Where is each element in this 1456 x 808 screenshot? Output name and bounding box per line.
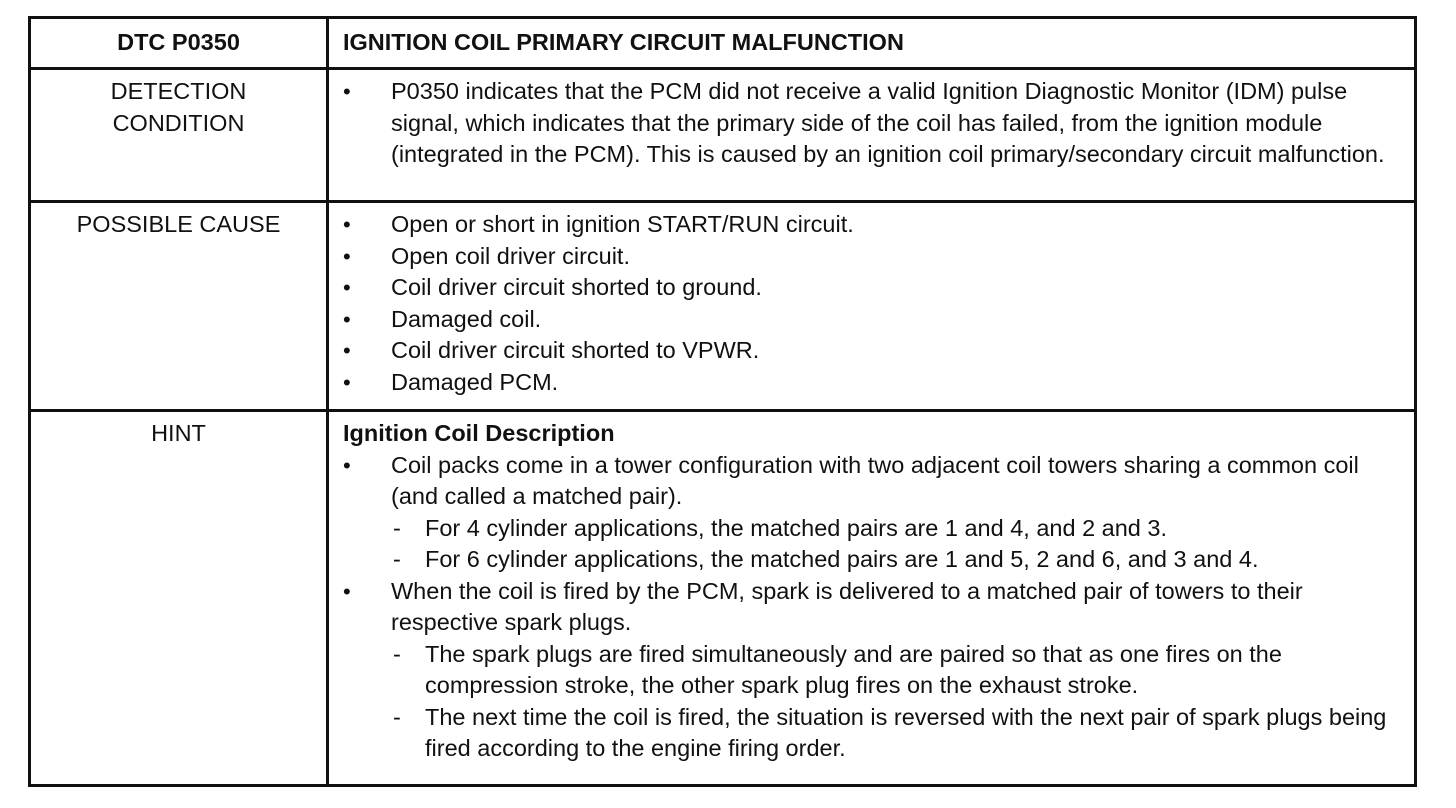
detection-condition-row	[30, 69, 1416, 202]
hint-content	[328, 411, 1416, 786]
possible-cause-list	[343, 209, 1400, 398]
hint-subitem: - For 4 cylinder applications, the matched pairs are 1 and 4, and 2 and 3.	[391, 513, 1400, 545]
hint-subitem: - For 6 cylinder applications, the matched pairs are 1 and 5, 2 and 6, and 3 and 4.	[391, 544, 1400, 576]
hint-sublist	[391, 513, 1400, 576]
hint-title: Ignition Coil Description	[343, 420, 615, 446]
cause-item: • Coil driver circuit shorted to VPWR.	[343, 335, 1400, 367]
dtc-title: IGNITION COIL PRIMARY CIRCUIT MALFUNCTION	[328, 18, 1416, 69]
hint-label: HINT	[30, 411, 328, 786]
detection-condition-label	[30, 69, 328, 202]
dtc-table	[28, 16, 1417, 787]
hint-list	[343, 450, 1400, 765]
hint-item-text: Coil packs come in a tower configuration with two adjacent coil towers sharing a common coil (and called a matched pair).	[391, 451, 1359, 509]
hint-sublist	[391, 639, 1400, 765]
possible-cause-content	[328, 202, 1416, 411]
hint-subitem: - The spark plugs are fired simultaneously and are paired so that as one fires on the compression stroke, the other spark plug fires on the exhaust stroke.	[391, 639, 1400, 702]
hint-item	[343, 576, 1400, 765]
hint-item	[343, 450, 1400, 576]
possible-cause-label: POSSIBLE CAUSE	[30, 202, 328, 411]
detection-list	[343, 76, 1400, 171]
detection-item: • P0350 indicates that the PCM did not receive a valid Ignition Diagnostic Monitor (IDM) pulse signal, which indicates that the primary side of the coil has failed, from the ignition module (integrated in the PCM). This is caused by an ignition coil primary/secondary circuit malfunction.	[343, 76, 1400, 171]
hint-row	[30, 411, 1416, 786]
possible-cause-row	[30, 202, 1416, 411]
header-row	[30, 18, 1416, 69]
detection-label-line-1: DETECTION	[110, 78, 247, 104]
cause-item: • Damaged coil.	[343, 304, 1400, 336]
detection-label-line-2: CONDITION	[112, 109, 245, 136]
cause-item: • Open coil driver circuit.	[343, 241, 1400, 273]
cause-item: • Open or short in ignition START/RUN circuit.	[343, 209, 1400, 241]
detection-condition-content	[328, 69, 1416, 202]
cause-item: • Damaged PCM.	[343, 367, 1400, 399]
dtc-code: DTC P0350	[30, 18, 328, 69]
hint-item-text: When the coil is fired by the PCM, spark is delivered to a matched pair of towers to their respective spark plugs.	[391, 577, 1303, 635]
hint-subitem: - The next time the coil is fired, the situation is reversed with the next pair of spark plugs being fired according to the engine firing order.	[391, 702, 1400, 765]
cause-item: • Coil driver circuit shorted to ground.	[343, 272, 1400, 304]
